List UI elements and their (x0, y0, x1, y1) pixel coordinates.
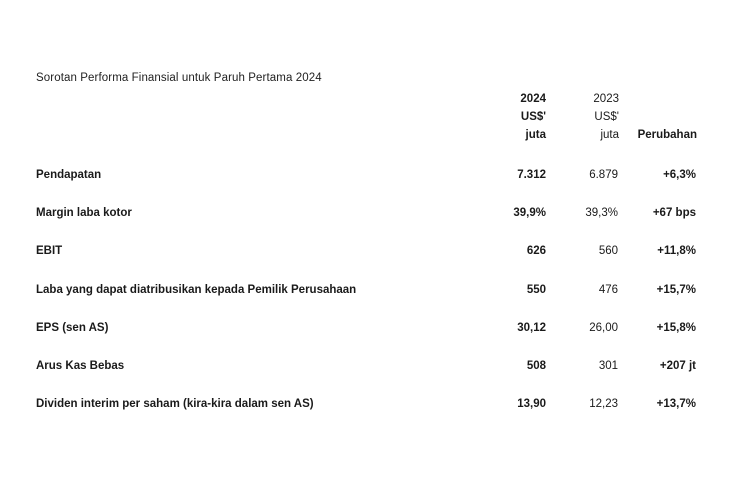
value-2024: 626 (526, 245, 546, 257)
column-unit: juta (600, 129, 619, 141)
column-unit: juta (525, 129, 546, 141)
page-title: Sorotan Performa Finansial untuk Paruh Pertama 2024 (36, 72, 322, 84)
value-change: +207 jt (659, 360, 696, 372)
value-change: +6,3% (663, 169, 696, 181)
table-row (36, 357, 698, 375)
column-unit: US$' (594, 111, 619, 123)
value-2024: 550 (526, 284, 546, 296)
row-label: EBIT (36, 245, 63, 257)
value-2023: 476 (598, 284, 618, 296)
table-row (36, 395, 698, 413)
value-2023: 26,00 (589, 322, 618, 334)
value-change: +67 bps (652, 207, 696, 219)
value-change: +15,7% (656, 284, 696, 296)
column-header-2024 (480, 90, 546, 144)
value-2024: 13,90 (517, 398, 546, 410)
column-unit: US$' (520, 111, 546, 123)
row-label: Laba yang dapat diatribusikan kepada Pemilik Perusahaan (36, 284, 357, 296)
row-label: Arus Kas Bebas (36, 360, 125, 372)
row-label: EPS (sen AS) (36, 322, 109, 334)
value-2024: 7.312 (517, 169, 546, 181)
table-row (36, 166, 698, 184)
value-2024: 30,12 (517, 322, 546, 334)
value-2024: 39,9% (513, 207, 546, 219)
value-change: +15,8% (656, 322, 696, 334)
column-header-change: Perubahan (637, 129, 697, 141)
value-2023: 560 (598, 245, 618, 257)
value-2023: 301 (598, 360, 618, 372)
value-change: +13,7% (656, 398, 696, 410)
value-2023: 12,23 (589, 398, 618, 410)
table-row (36, 319, 698, 337)
row-label: Margin laba kotor (36, 207, 132, 219)
row-label: Dividen interim per saham (kira-kira dalam sen AS) (36, 398, 314, 410)
value-2023: 39,3% (585, 207, 618, 219)
column-year: 2024 (520, 93, 546, 105)
value-2024: 508 (526, 360, 546, 372)
row-label: Pendapatan (36, 169, 102, 181)
table-row (36, 204, 698, 222)
column-header-2023 (552, 90, 619, 144)
value-change: +11,8% (657, 245, 696, 257)
table-row (36, 242, 698, 260)
table-row (36, 281, 698, 299)
value-2023: 6.879 (589, 169, 618, 181)
column-year: 2023 (593, 93, 619, 105)
